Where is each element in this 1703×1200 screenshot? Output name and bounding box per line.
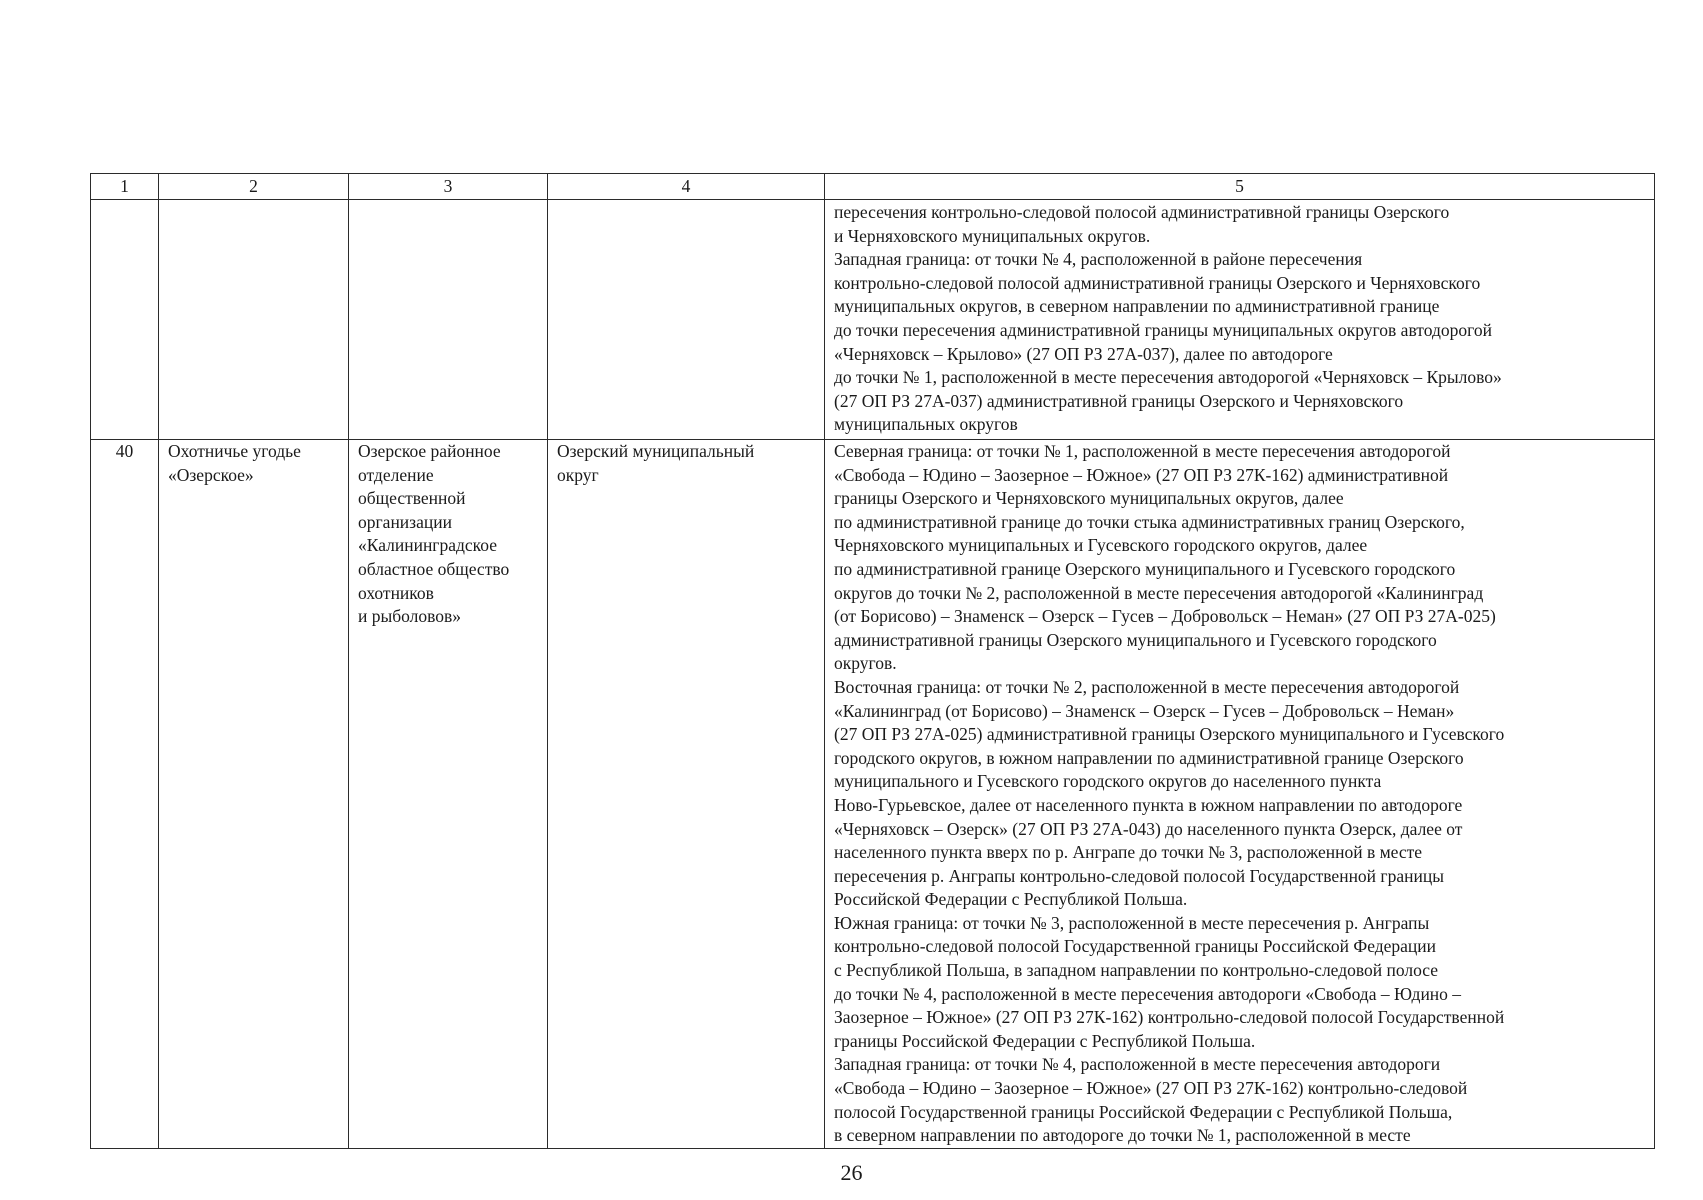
column-number: 3 xyxy=(349,174,548,200)
continuation-row xyxy=(91,200,1655,440)
text-line: в северном направлении по автодороге до точки № 1, расположенной в месте xyxy=(834,1125,1411,1146)
text-line: контрольно-следовой полосой Государственной границы Российской Федерации xyxy=(834,936,1437,957)
text-line: Северная граница: от точки № 1, расположенной в месте пересечения автодорогой xyxy=(834,441,1451,461)
text-line: до точки № 4, расположенной в месте пересечения автодороги «Свобода – Юдино – xyxy=(834,983,1462,1004)
empty-cell xyxy=(349,200,548,440)
text-line: Российской Федерации с Республикой Польша. xyxy=(834,889,1188,910)
text-line: округ xyxy=(557,464,599,485)
text-line: населенного пункта вверх по р. Анграпе до точки № 3, расположенной в месте xyxy=(834,842,1423,863)
boundary-description-continued xyxy=(825,200,1655,440)
text-line: и рыболовов» xyxy=(358,606,462,627)
text-line: Ново-Гурьевское, далее от населенного пункта в южном направлении по автодороге xyxy=(834,794,1463,815)
column-numbers-row xyxy=(91,174,1655,200)
text-line: «Свобода – Юдино – Заозерное – Южное» (27 ОП РЗ 27К-162) административной xyxy=(834,464,1449,485)
column-number: 4 xyxy=(548,174,825,200)
table-row xyxy=(91,440,1655,1149)
entry-number: 40 xyxy=(91,440,159,1149)
text-line: организации xyxy=(358,511,452,532)
text-line: «Свобода – Юдино – Заозерное – Южное» (27 ОП РЗ 27К-162) контрольно-следовой xyxy=(834,1078,1468,1099)
text-line: Заозерное – Южное» (27 ОП РЗ 27К-162) контрольно-следовой полосой Государственной xyxy=(834,1007,1505,1028)
text-line: Охотничье угодье xyxy=(168,441,301,461)
page-number: 26 xyxy=(840,1160,863,1185)
text-line: округов. xyxy=(834,653,897,674)
text-line: пересечения контрольно-следовой полосой административной границы Озерского xyxy=(834,202,1450,222)
text-line: областное общество xyxy=(358,558,510,579)
hunting-ground-name xyxy=(159,440,349,1149)
text-line: муниципальных округов, в северном направлении по административной границе xyxy=(834,296,1440,317)
text-line: с Республикой Польша, в западном направлении по контрольно-следовой полосе xyxy=(834,960,1439,981)
text-line: границы Российской Федерации с Республикой Польша. xyxy=(834,1030,1256,1051)
text-line: до точки № 1, расположенной в месте пересечения автодорогой «Черняховск – Крылово» xyxy=(834,367,1502,388)
text-line: «Калининград (от Борисово) – Знаменск – Озерск – Гусев – Добровольск – Неман» xyxy=(834,700,1455,721)
text-line: Западная граница: от точки № 4, расположенной в районе пересечения xyxy=(834,249,1363,270)
boundaries-table xyxy=(90,173,1655,1149)
organization-name xyxy=(349,440,548,1149)
text-line: полосой Государственной границы Российской Федерации с Республикой Польша, xyxy=(834,1101,1453,1122)
text-line: контрольно-следовой полосой административной границы Озерского и Черняховского xyxy=(834,272,1481,293)
text-line: муниципальных округов xyxy=(834,414,1018,435)
text-line: Восточная граница: от точки № 2, расположенной в месте пересечения автодорогой xyxy=(834,676,1460,697)
text-line: отделение xyxy=(358,464,434,485)
text-line: по административной границе до точки стыка административных границ Озерского, xyxy=(834,511,1465,532)
text-line: по административной границе Озерского муниципального и Гусевского городского xyxy=(834,558,1456,579)
empty-cell xyxy=(159,200,349,440)
text-line: (от Борисово) – Знаменск – Озерск – Гусев – Добровольск – Неман» (27 ОП РЗ 27А-025) xyxy=(834,606,1496,627)
column-number: 1 xyxy=(91,174,159,200)
text-line: «Черняховск – Озерск» (27 ОП РЗ 27А-043) до населенного пункта Озерск, далее от xyxy=(834,818,1463,839)
text-line: общественной xyxy=(358,488,466,509)
boundary-description xyxy=(825,440,1655,1149)
text-line: Западная граница: от точки № 4, расположенной в месте пересечения автодороги xyxy=(834,1054,1441,1075)
text-line: до точки пересечения административной границы муниципальных округов автодорогой xyxy=(834,319,1492,340)
text-line: Черняховского муниципальных и Гусевского городского округов, далее xyxy=(834,535,1368,556)
district-name xyxy=(548,440,825,1149)
text-line: «Озерское» xyxy=(168,464,254,485)
text-line: «Черняховск – Крылово» (27 ОП РЗ 27А-037), далее по автодороге xyxy=(834,343,1333,364)
text-line: «Калининградское xyxy=(358,535,498,556)
text-line: охотников xyxy=(358,582,434,603)
empty-cell xyxy=(91,200,159,440)
column-number: 2 xyxy=(159,174,349,200)
text-line: и Черняховского муниципальных округов. xyxy=(834,225,1151,246)
text-line: административной границы Озерского муниципального и Гусевского городского xyxy=(834,629,1437,650)
text-line: городского округов, в южном направлении по административной границе Озерского xyxy=(834,747,1464,768)
text-line: Озерский муниципальный xyxy=(557,441,755,461)
text-line: (27 ОП РЗ 27А-037) административной границы Озерского и Черняховского xyxy=(834,390,1404,411)
text-line: округов до точки № 2, расположенной в месте пересечения автодорогой «Калининград xyxy=(834,582,1484,603)
text-line: муниципального и Гусевского городского округов до населенного пункта xyxy=(834,771,1382,792)
column-number: 5 xyxy=(825,174,1655,200)
empty-cell xyxy=(548,200,825,440)
text-line: пересечения р. Анграпы контрольно-следовой полосой Государственной границы xyxy=(834,865,1444,886)
text-line: Озерское районное xyxy=(358,441,501,461)
text-line: (27 ОП РЗ 27А-025) административной границы Озерского муниципального и Гусевского xyxy=(834,724,1505,745)
text-line: границы Озерского и Черняховского муниципальных округов, далее xyxy=(834,488,1344,509)
text-line: Южная граница: от точки № 3, расположенной в месте пересечения р. Анграпы xyxy=(834,912,1430,933)
